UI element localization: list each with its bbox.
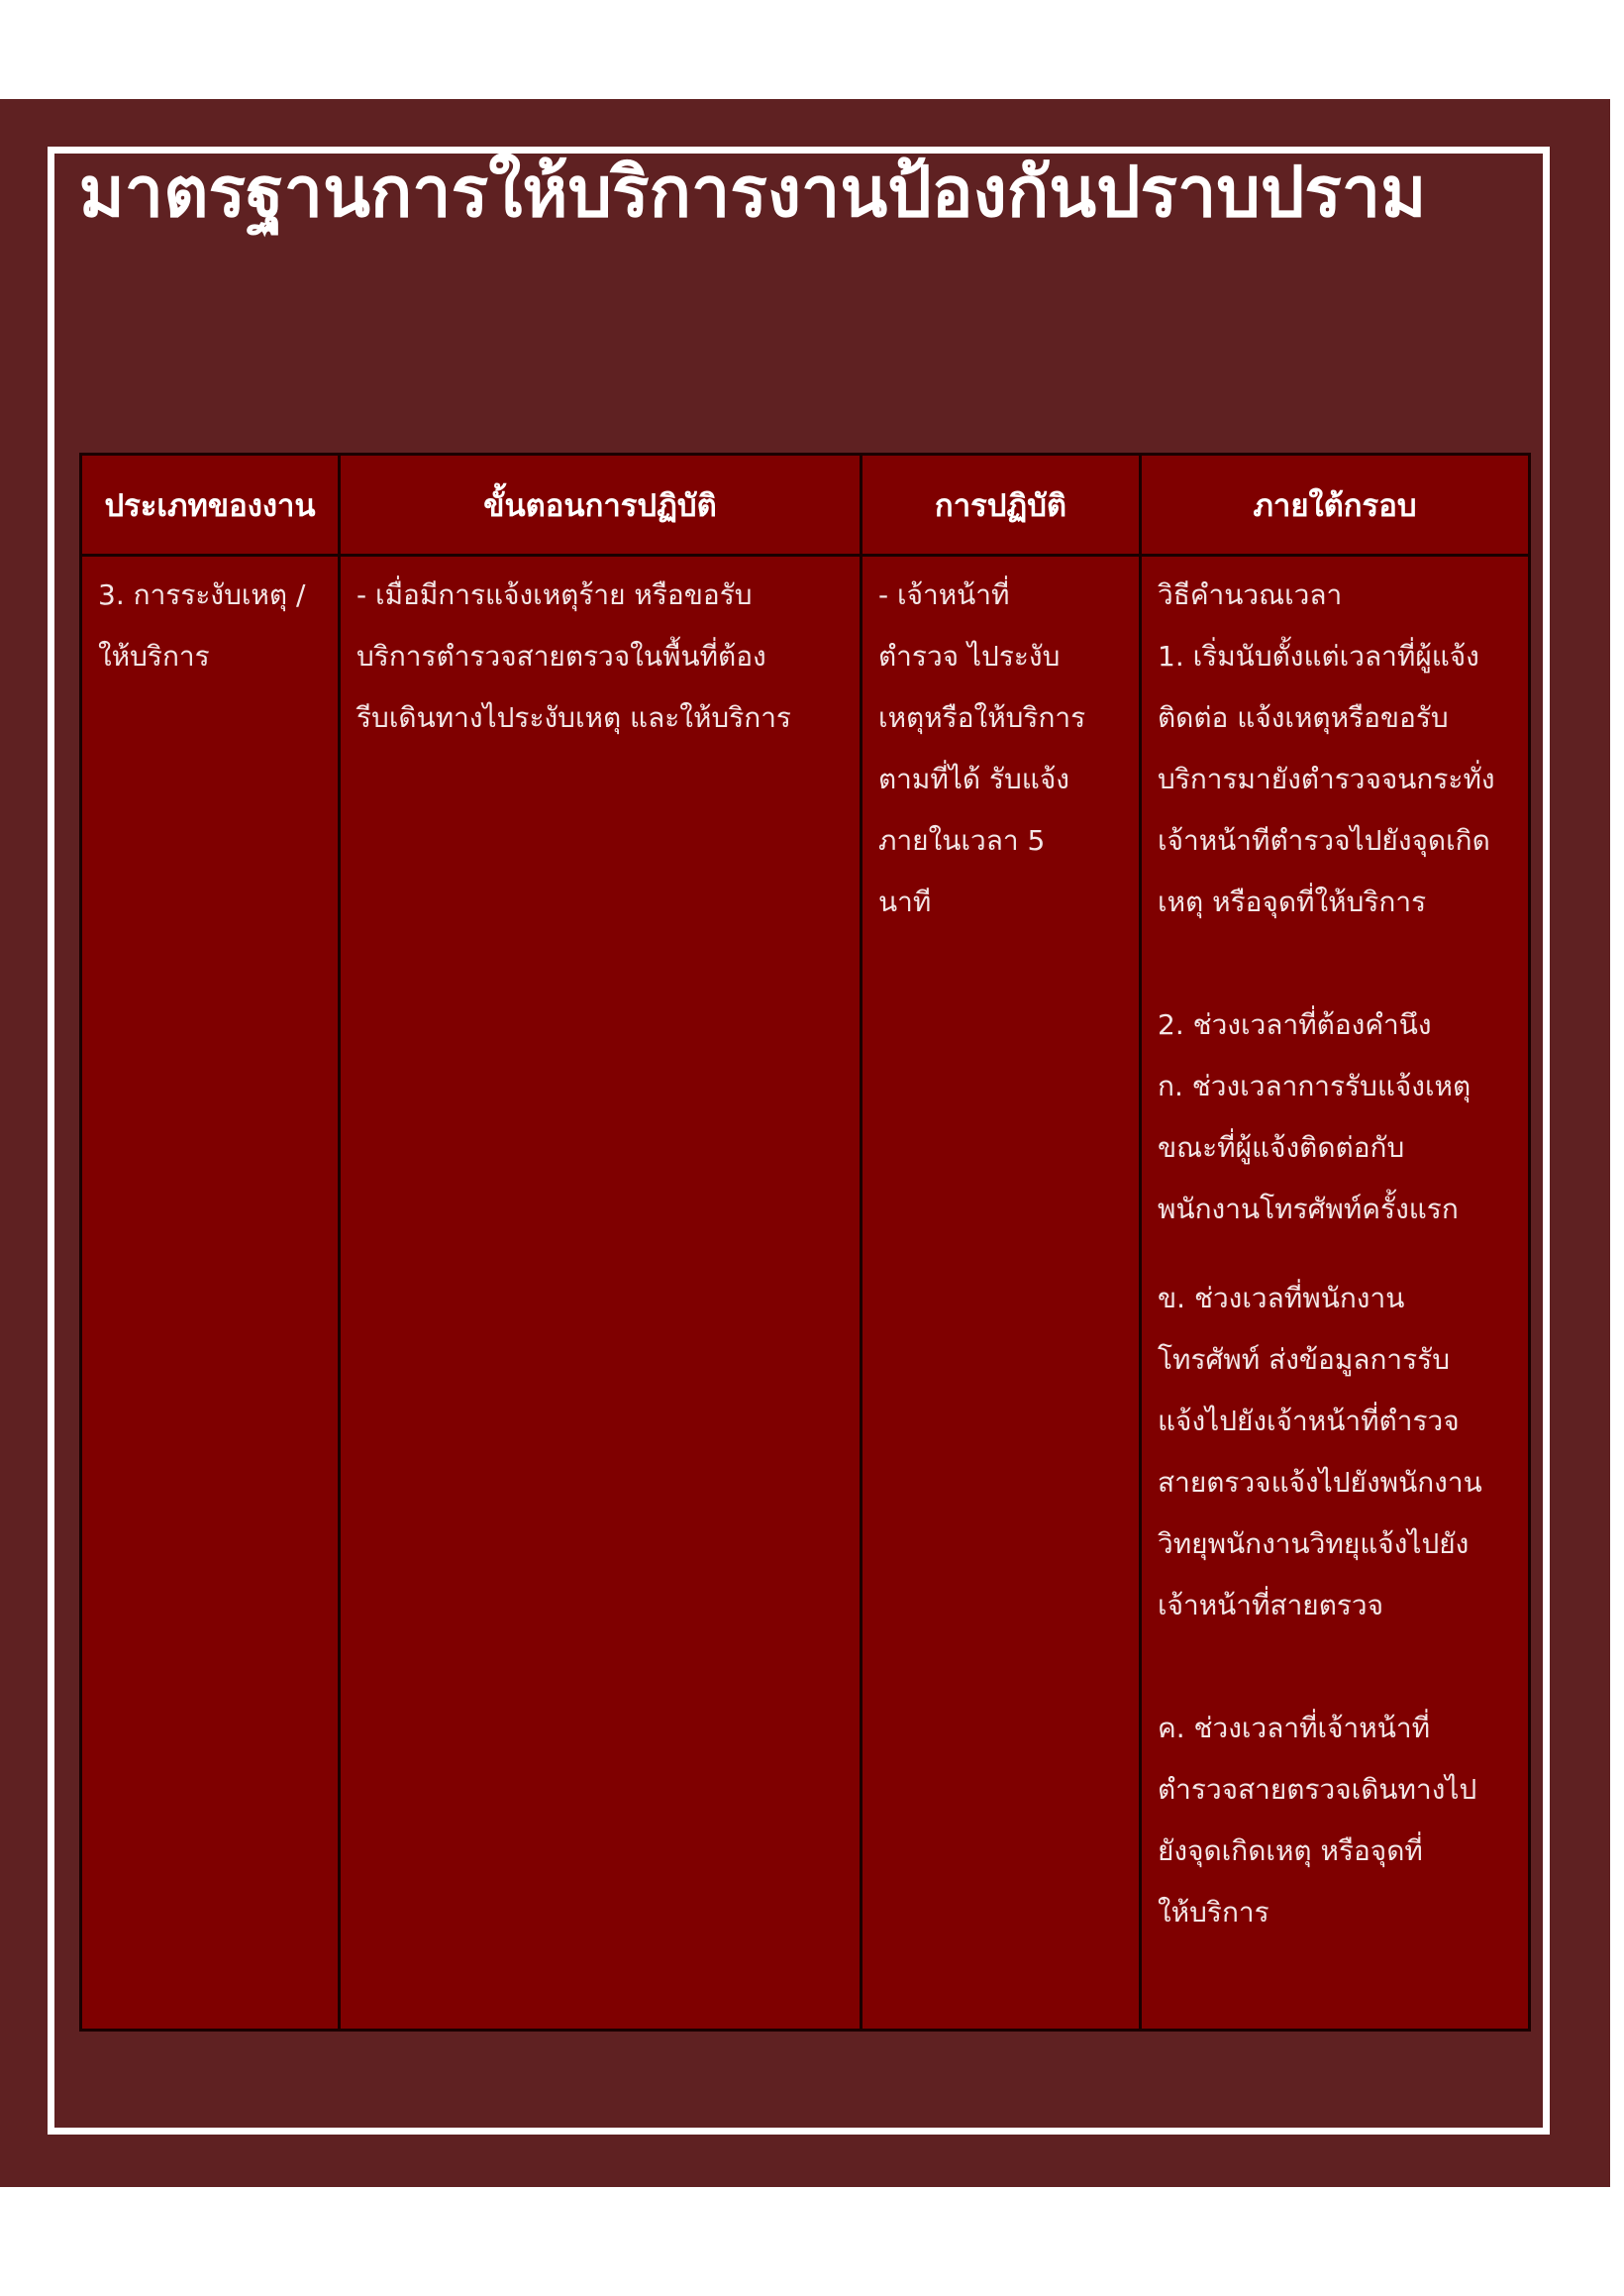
framework-item-2b: ข. ช่วงเวลที่พนักงาน โทรศัพท์ ส่งข้อมูลการรับ แจ้งไปยังเจ้าหน้าที่ตำรวจ สายตรวจแจ้งไปยังพนักงาน วิทยุพนักงานวิทยุแจ้งไปยัง เจ้าหน้าที่สายตรวจ <box>1158 1282 1482 1621</box>
action-text: - เจ้าหน้าที่ ตำรวจ ไประงับ เหตุหรือให้บริการ ตามที่ได้ รับแจ้ง ภายในเวลา 5 นาที <box>878 578 1086 918</box>
service-standard-table <box>79 453 1531 2032</box>
framework-item-2c: ค. ช่วงเวลาที่เจ้าหน้าที่ ตำรวจสายตรวจเดินทางไป ยังจุดเกิดเหตุ หรือจุดที่ ให้บริการ <box>1158 1712 1477 1929</box>
framework-item-1: 1. เริ่มนับตั้งแต่เวลาที่ผู้แจ้ง ติดต่อ แจ้งเหตุหรือขอรับ บริการมายังตำรวจจนกระทั่ง เจ้าหน้าทีตำรวจไปยังจุดเกิด เหตุ หรือจุดที่ให้บริการ <box>1158 640 1495 918</box>
job-type-text: 3. การระงับเหตุ / ให้บริการ <box>98 578 306 673</box>
framework-item-2: 2. ช่วงเวลาที่ต้องคำนึง <box>1158 1008 1432 1041</box>
table-row <box>81 556 1530 2031</box>
page-title: มาตรฐานการให้บริการงานป้องกันปราบปราม <box>78 152 1427 233</box>
header-job-type: ประเภทของงาน <box>81 455 340 556</box>
cell-action <box>862 556 1141 2031</box>
header-framework: ภายใต้กรอบ <box>1141 455 1530 556</box>
header-procedure: ขั้นตอนการปฏิบัติ <box>340 455 862 556</box>
framework-item-2a: ก. ช่วงเวลาการรับแจ้งเหตุ ขณะที่ผู้แจ้งติดต่อกับ พนักงานโทรศัพท์ครั้งแรก <box>1158 1070 1472 1225</box>
table-header-row <box>81 455 1530 556</box>
cell-job-type <box>81 556 340 2031</box>
cell-procedure <box>340 556 862 2031</box>
cell-framework <box>1141 556 1530 2031</box>
poster-board <box>0 99 1610 2187</box>
header-action: การปฏิบัติ <box>862 455 1141 556</box>
procedure-text: - เมื่อมีการแจ้งเหตุร้าย หรือขอรับ บริการตำรวจสายตรวจในพื้นที่ต้อง รีบเดินทางไประงับเหตุ และให้บริการ <box>356 578 791 734</box>
framework-heading: วิธีคำนวณเวลา <box>1158 578 1343 611</box>
